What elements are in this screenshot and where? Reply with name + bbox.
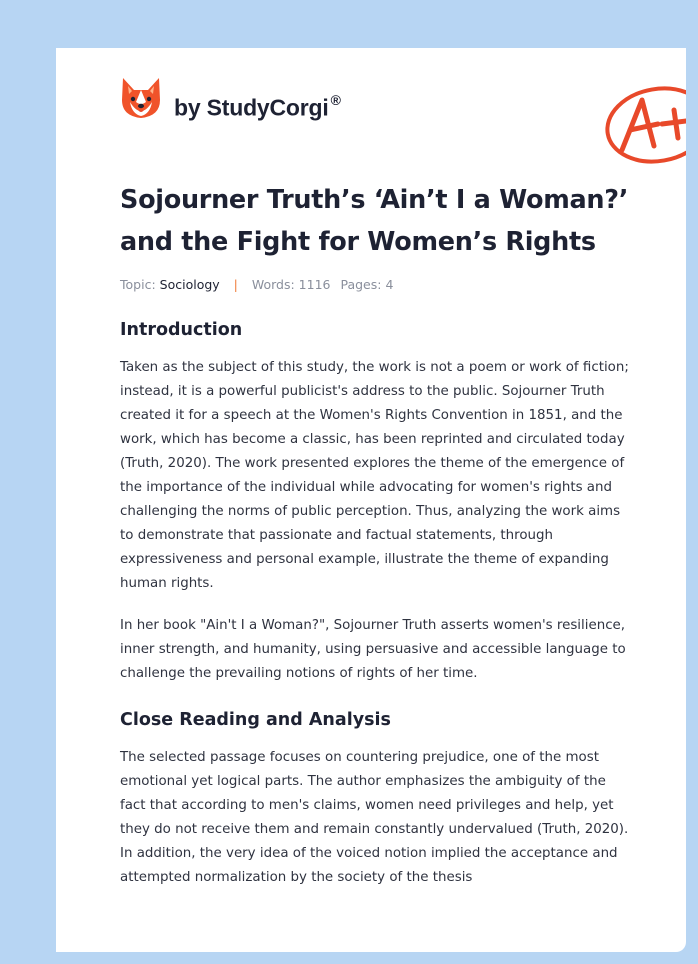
meta-separator: | xyxy=(233,277,238,292)
paragraph: Taken as the subject of this study, the work is not a poem or work of fiction; instead, it is a powerful publicist's address to the public. Sojourner Truth created it for a speech at the Women's Rights Convention in 1851, and the work, which has become a classic, has been reprinted and circulated today (Truth, 2020). The work presented explores the theme of the emergence of the importance of the individual while advocating for women's rights and challenging the norms of public perception. Thus, analyzing the work aims to demonstrate that passionate and factual statements, through expressiveness and personal example, illustrate the theme of expanding human rights. xyxy=(120,360,629,591)
brand-name[interactable]: by StudyCorgi ® xyxy=(174,92,341,121)
document-page xyxy=(56,48,686,952)
essay-meta xyxy=(120,277,632,292)
essay-content xyxy=(120,180,632,890)
corgi-logo-icon xyxy=(120,76,162,120)
grade-a-plus-icon xyxy=(602,84,686,166)
topic-label: Topic: xyxy=(120,277,156,292)
topic-link[interactable]: Sociology xyxy=(159,277,220,292)
section-heading: Close Reading and Analysis xyxy=(120,710,391,730)
header xyxy=(120,74,640,154)
paragraph: The selected passage focuses on countering prejudice, one of the most emotional yet logical parts. The author emphasizes the ambiguity of the fact that according to men's claims, women need privileges and help, yet they do not receive them and remain constantly undervalued (Truth, 2020). In addition, the very idea of the voiced notion implied the acceptance and attempted normalization by the society of the thesis xyxy=(120,750,629,885)
section-heading: Introduction xyxy=(120,320,243,340)
paragraph: In her book "Ain't I a Woman?", Sojourner Truth asserts women's resilience, inner strength, and humanity, using persuasive and accessible language to challenge the prevailing notions of rights of her time. xyxy=(120,618,626,681)
page-title: Sojourner Truth’s ‘Ain’t I a Woman?’ and the Fight for Women’s Rights xyxy=(120,185,629,257)
word-count: Words: 1116 xyxy=(251,277,331,292)
page-count: Pages: 4 xyxy=(340,277,394,292)
